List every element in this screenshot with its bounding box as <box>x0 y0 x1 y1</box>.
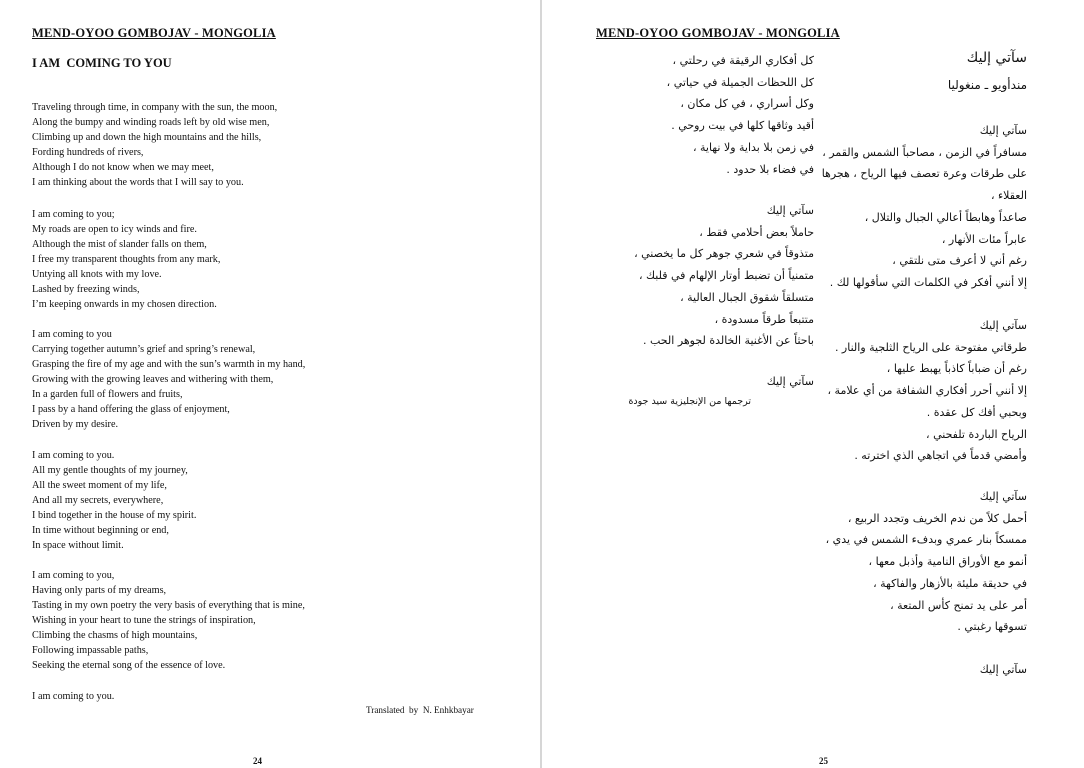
poem-line: All the sweet moment of my life, <box>32 480 167 491</box>
poem-line: In space without limit. <box>32 540 124 551</box>
poem-line: سآتي إليك <box>979 490 1027 503</box>
poem-line: متتبعاً طرقاً مسدودة ، <box>714 312 814 326</box>
page-header: MEND-OYOO GOMBOJAV - MONGOLIA <box>32 26 276 40</box>
poem-line: صاعداً وهابطاً أعالي الجبال والتلال ، <box>864 210 1027 224</box>
poem-line: أحمل كلاً من ندم الخريف وتجدد الربيع ، <box>847 511 1027 525</box>
poem-line: الرياح الباردة تلفحني ، <box>926 427 1027 441</box>
poem-line: رغم أني لا أعرف متى نلتقي ، <box>892 254 1027 268</box>
poem-line: حاملاً بعض أحلامي فقط ، <box>699 225 814 239</box>
page-header: MEND-OYOO GOMBOJAV - MONGOLIA <box>596 26 840 40</box>
poem-line: رغم أن ضباباً كاذباً يهبط عليها ، <box>886 362 1027 376</box>
left-page <box>0 0 541 768</box>
poem-line: Driven by my desire. <box>32 419 119 430</box>
poem-line: And all my secrets, everywhere, <box>32 495 164 506</box>
arabic-stanza-3 <box>787 486 1027 638</box>
arabic-poem-title: سآتي إليك <box>966 50 1027 66</box>
english-stanza-2 <box>32 207 220 312</box>
poem-line: Grasping the fire of my age and with the sun’s warmth in my hand, <box>32 359 306 370</box>
poem-line: العقلاء ، <box>990 189 1027 203</box>
translator-credit: Translated by N. Enhkbayar <box>366 705 474 715</box>
poem-line: إلا أنني أفكر في الكلمات التي سأقولها لك . <box>829 275 1027 289</box>
right-page <box>542 0 1084 768</box>
poem-line: أنمو مع الأوراق النامية وأذبل معها ، <box>868 555 1027 569</box>
poem-line: سآتي إليك <box>979 663 1027 676</box>
poem-line: كل اللحظات الجميلة في حياتي ، <box>666 75 814 89</box>
poem-line: أمر على يد تمنح كأس المتعة ، <box>890 598 1027 612</box>
english-stanza-3 <box>32 327 305 432</box>
poem-line: Having only parts of my dreams, <box>32 585 167 596</box>
poem-line: سآتي إليك <box>979 124 1027 137</box>
poem-line: Climbing up and down the high mountains and the hills, <box>32 132 262 143</box>
poem-line: I am thinking about the words that I will say to you. <box>32 177 244 188</box>
poem-line: إلا أنني أحرر أفكاري الشفافة من أي علامة ، <box>827 384 1027 398</box>
poem-line: Traveling through time, in company with the sun, the moon, <box>32 102 278 113</box>
arabic-stanza-2 <box>787 315 1027 467</box>
poem-line: سآتي إليك <box>979 319 1027 332</box>
english-stanza-1 <box>32 100 277 190</box>
poem-line: Fording hundreds of rivers, <box>32 147 144 158</box>
english-stanza-5 <box>32 568 305 673</box>
poem-line: Although the mist of slander falls on them, <box>32 239 207 250</box>
poem-line: عابراً مئات الأنهار ، <box>941 232 1027 246</box>
poem-line: I free my transparent thoughts from any mark, <box>32 254 221 265</box>
arabic-stanza-4 <box>787 659 1027 681</box>
poem-line: سآتي إليك <box>766 204 814 217</box>
poem-line: Growing with the growing leaves and withering with them, <box>32 374 274 385</box>
poem-line: Climbing the chasms of high mountains, <box>32 630 198 641</box>
poem-line: سآتي إليك <box>766 375 814 388</box>
english-stanza-6 <box>32 689 114 704</box>
poem-line: على طرقات وعرة تعصف فيها الرياح ، هجرها <box>821 167 1027 181</box>
arabic-stanza-7 <box>574 371 814 393</box>
poem-line: I am coming to you, <box>32 570 115 581</box>
poem-line: مسافراً في الزمن ، مصاحباً الشمس والقمر ، <box>822 145 1027 159</box>
poem-line: I am coming to you. <box>32 450 115 461</box>
poem-line: في زمن بلا بداية ولا نهاية ، <box>692 140 814 154</box>
poem-line: طرقاتي مفتوحة على الرياح الثلجية والنار . <box>834 340 1027 354</box>
poem-line: Although I do not know when we may meet, <box>32 162 214 173</box>
poem-line: In time without beginning or end, <box>32 525 169 536</box>
poem-line: I bind together in the house of my spirit. <box>32 510 197 521</box>
poem-line: متسلقاً شقوق الجبال العالية ، <box>680 290 814 304</box>
poem-line: My roads are open to icy winds and fire. <box>32 224 197 235</box>
page-number: 24 <box>253 756 262 766</box>
english-stanza-4 <box>32 448 196 553</box>
poem-line: Lashed by freezing winds, <box>32 284 140 295</box>
poem-line: في فضاء بلا حدود . <box>726 162 814 176</box>
poem-line: In a garden full of flowers and fruits, <box>32 389 183 400</box>
poem-line: Seeking the eternal song of the essence of love. <box>32 660 226 671</box>
poem-line: وأمضي قدماً في اتجاهي الذي اخترته . <box>854 449 1027 463</box>
arabic-stanza-6 <box>574 200 814 352</box>
poem-title: I AM COMING TO YOU <box>32 56 172 70</box>
poem-line: I’m keeping onwards in my chosen direction. <box>32 299 217 310</box>
poem-line: I am coming to you; <box>32 209 115 220</box>
poem-line: I am coming to you. <box>32 691 115 702</box>
poem-line: I am coming to you <box>32 329 112 340</box>
page-number: 25 <box>819 756 828 766</box>
poem-line: متذوقاً في شعري جوهر كل ما يخصني ، <box>634 247 814 261</box>
arabic-stanza-5 <box>574 50 814 180</box>
arabic-author: مندأويو ـ منغوليا <box>947 78 1027 92</box>
poem-line: أقيد وثاقها كلها في بيت روحي . <box>671 119 814 133</box>
poem-line: متمنياً أن تضبط أوتار الإلهام في قلبك ، <box>638 269 814 283</box>
poem-line: Carrying together autumn’s grief and spring’s renewal, <box>32 344 256 355</box>
poem-line: تسوقها رغبتي . <box>957 620 1027 634</box>
poem-line: All my gentle thoughts of my journey, <box>32 465 188 476</box>
poem-line: Along the bumpy and winding roads left by old wise men, <box>32 117 270 128</box>
arabic-stanza-1 <box>787 120 1027 294</box>
poem-line: Following impassable paths, <box>32 645 149 656</box>
arabic-translator-credit: ترجمها من الإنجليزية سيد جودة <box>628 396 751 407</box>
poem-line: باحثاً عن الأغنية الخالدة لجوهر الحب . <box>643 334 814 348</box>
poem-line: في حديقة مليئة بالأزهار والفاكهة ، <box>873 576 1027 590</box>
poem-line: I pass by a hand offering the glass of enjoyment, <box>32 404 230 415</box>
poem-line: Untying all knots with my love. <box>32 269 162 280</box>
poem-line: Wishing in your heart to tune the strings of inspiration, <box>32 615 256 626</box>
poem-line: وبحبي أفك كل عقدة . <box>926 405 1027 419</box>
poem-line: كل أفكاري الرقيقة في رحلتي ، <box>672 54 814 67</box>
poem-line: Tasting in my own poetry the very basis of everything that is mine, <box>32 600 305 611</box>
poem-line: وكل أسراري ، في كل مكان ، <box>680 97 814 111</box>
poem-line: ممسكاً بنار عمري وبدفء الشمس في يدي ، <box>825 533 1027 547</box>
